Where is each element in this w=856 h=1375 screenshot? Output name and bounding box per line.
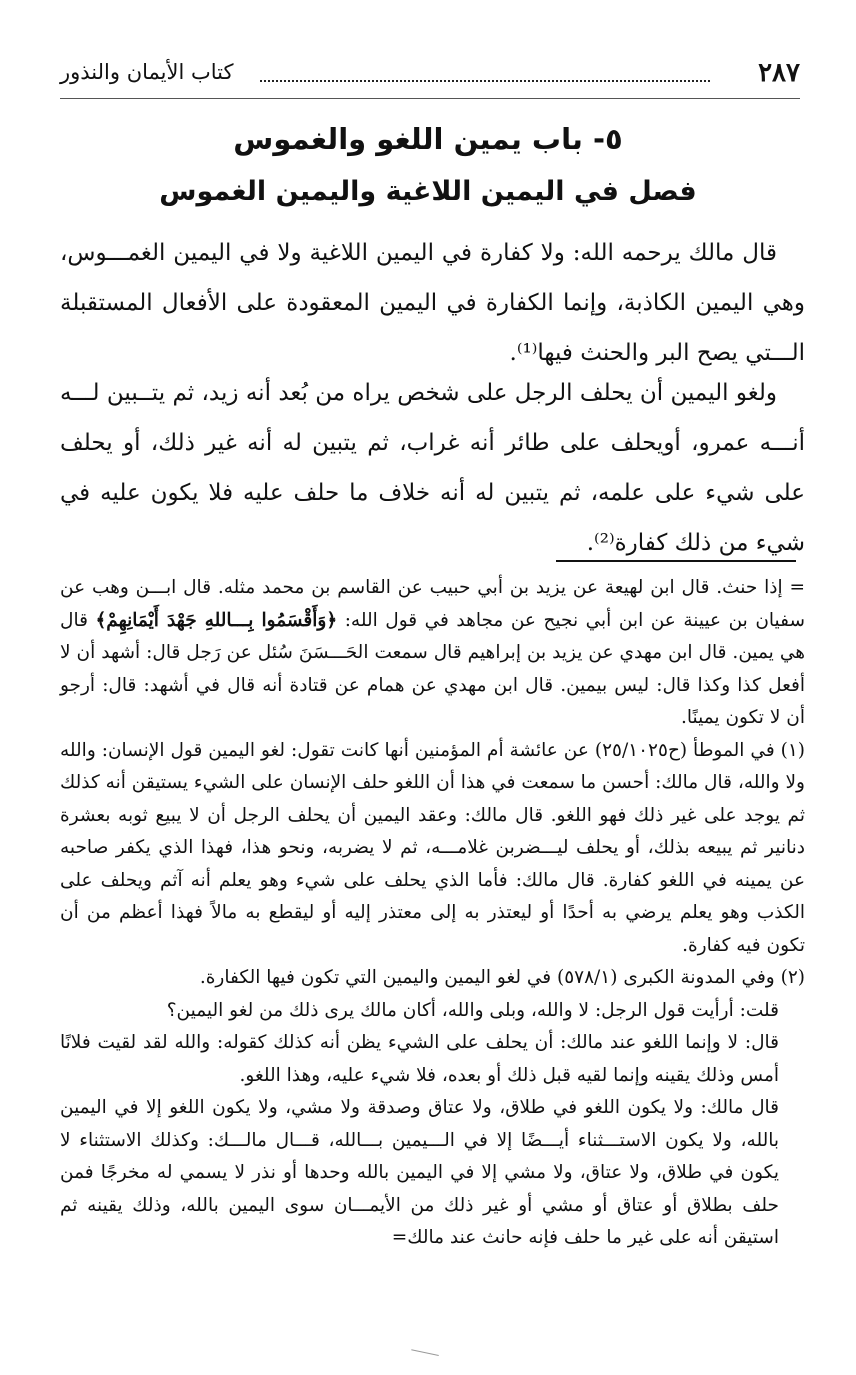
footnote-text: = إذا حنث. قال ابن لهيعة عن يزيد بن أبي حبيب عن القاسم بن محمد مثله. قال ابـــن وهب عن سفيان بن عيينة عن ابن أبي نجيح عن مجاهد في قول الله: — [60, 577, 805, 631]
header-rule — [60, 98, 800, 99]
footnote-2-malik: قال مالك: ولا يكون اللغو في طلاق، ولا عتاق وصدقة ولا مشي، ولا يكون اللغو إلا في اليمين بالله، ولا يكون الاستـــثناء أيـــضًا إلا في الـــيمين بـــالله، قـــال مالـــك: وكذلك الاستثناء لا يكون في طلاق، ولا عتاق، ولا مشي إلا في اليمين بالله وحدها أو نذر لا يسمي له مخرجًا فمن حلف بطلاق أو عتاق أو مشي أو غير ذلك من الأيمـــان سوى اليمين بالله، وذلك يقينه ثم استيقن أنه على غير ما حلف فإنه حانث عند مالك= — [60, 1097, 779, 1248]
body-paragraph: قال مالك يرحمه الله: ولا كفارة في اليمين اللاغية ولا في اليمين الغمـــوس، وهي اليمين الكاذبة، وإنما الكفارة في اليمين المعقودة على الأفعال المستقبلة الـــتي يصح البر والحنث فيها⁽¹⁾. — [60, 240, 805, 366]
footnote-text: قال هي يمين. قال ابن مهدي عن يزيد بن إبراهيم قال سمعت الحَـــسَنَ سُئل عن رَجل قال: أشهد أن لا أفعل كذا وكذا قال: ليس بيمين. قال ابن مهدي عن همام عن قتادة أنه قال في أشهد: قال: أرجو أن لا تكون يمينًا. — [60, 609, 805, 728]
body-paragraph: ولغو اليمين أن يحلف الرجل على شخص يراه من بُعد أنه زيد، ثم يتــبين لـــه أنـــه عمرو، أويحلف على طائر أنه غراب، ثم يتبين له أنه غير ذلك، أو يحلف على شيء على علمه، ثم يتبين له أنه خلاف ما حلف عليه فلا يكون عليه في شيء من ذلك كفارة⁽²⁾. — [60, 380, 805, 556]
scan-mark — [409, 1349, 439, 1366]
footnote-2: (٢) وفي المدونة الكبرى (٥٧٨/١) في لغو اليمين واليمين التي تكون فيها الكفارة. — [199, 967, 805, 988]
running-title: كتاب الأيمان والنذور — [60, 60, 234, 84]
quran-quote: ﴿وَأَقْسَمُوا بِـــاللهِ جَهْدَ أَيْمَانِهِمْ﴾ — [95, 609, 338, 631]
page-number: ٢٨٧ — [758, 58, 800, 88]
chapter-title: ٥- باب يمين اللغو والغموس — [233, 122, 623, 156]
footnote-2-answer: قال: لا وإنما اللغو عند مالك: أن يحلف على الشيء يظن أنه كذلك كقوله: والله لقد لقيت فلانًا أمس وذلك يقينه وإنما لقيه قبل ذلك أو بعده، فلا شيء عليه، وهذا اللغو. — [60, 1032, 779, 1086]
running-header — [60, 58, 800, 98]
footnote-separator — [556, 560, 796, 562]
footnote-1: (١) في الموطأ (ح٢٥/١٠٢٥) عن عائشة أم المؤمنين أنها كانت تقول: لغو اليمين قول الإنسان: والله ولا والله، قال مالك: أحسن ما سمعت في هذا أن اللغو حلف الإنسان على الشيء يستيقن أنه كذلك ثم يوجد على غير ذلك فهو اللغو. قال مالك: وعقد اليمين أن يحلف الرجل أن لا يبيع ثوبه بعشرة دنانير ثم يبيعه بذلك، أو يحلف ليـــضربن غلامـــه، ثم لا يضربه، ونحو هذا، فهذا الذي يكفر صاحبه عن يمينه في اللغو كفارة. قال مالك: فأما الذي يحلف على شيء وهو يعلم أنه آثم ويحلف على الكذب وهو يعلم يرضي به أحدًا أو ليعتذر به إلى معتذر إليه أو ليقطع به مالاً فهذا أعظم من أن تكون فيه كفارة. — [60, 739, 806, 956]
footnote-2-question: قلت: أرأيت قول الرجل: لا والله، وبلى والله، أكان مالك يرى ذلك من لغو اليمين؟ — [166, 999, 779, 1021]
section-title: فصل في اليمين اللاغية واليمين الغموس — [159, 176, 697, 207]
footnote-continuation — [60, 572, 805, 735]
header-leader-dots — [260, 80, 710, 82]
footnotes — [60, 572, 805, 1255]
